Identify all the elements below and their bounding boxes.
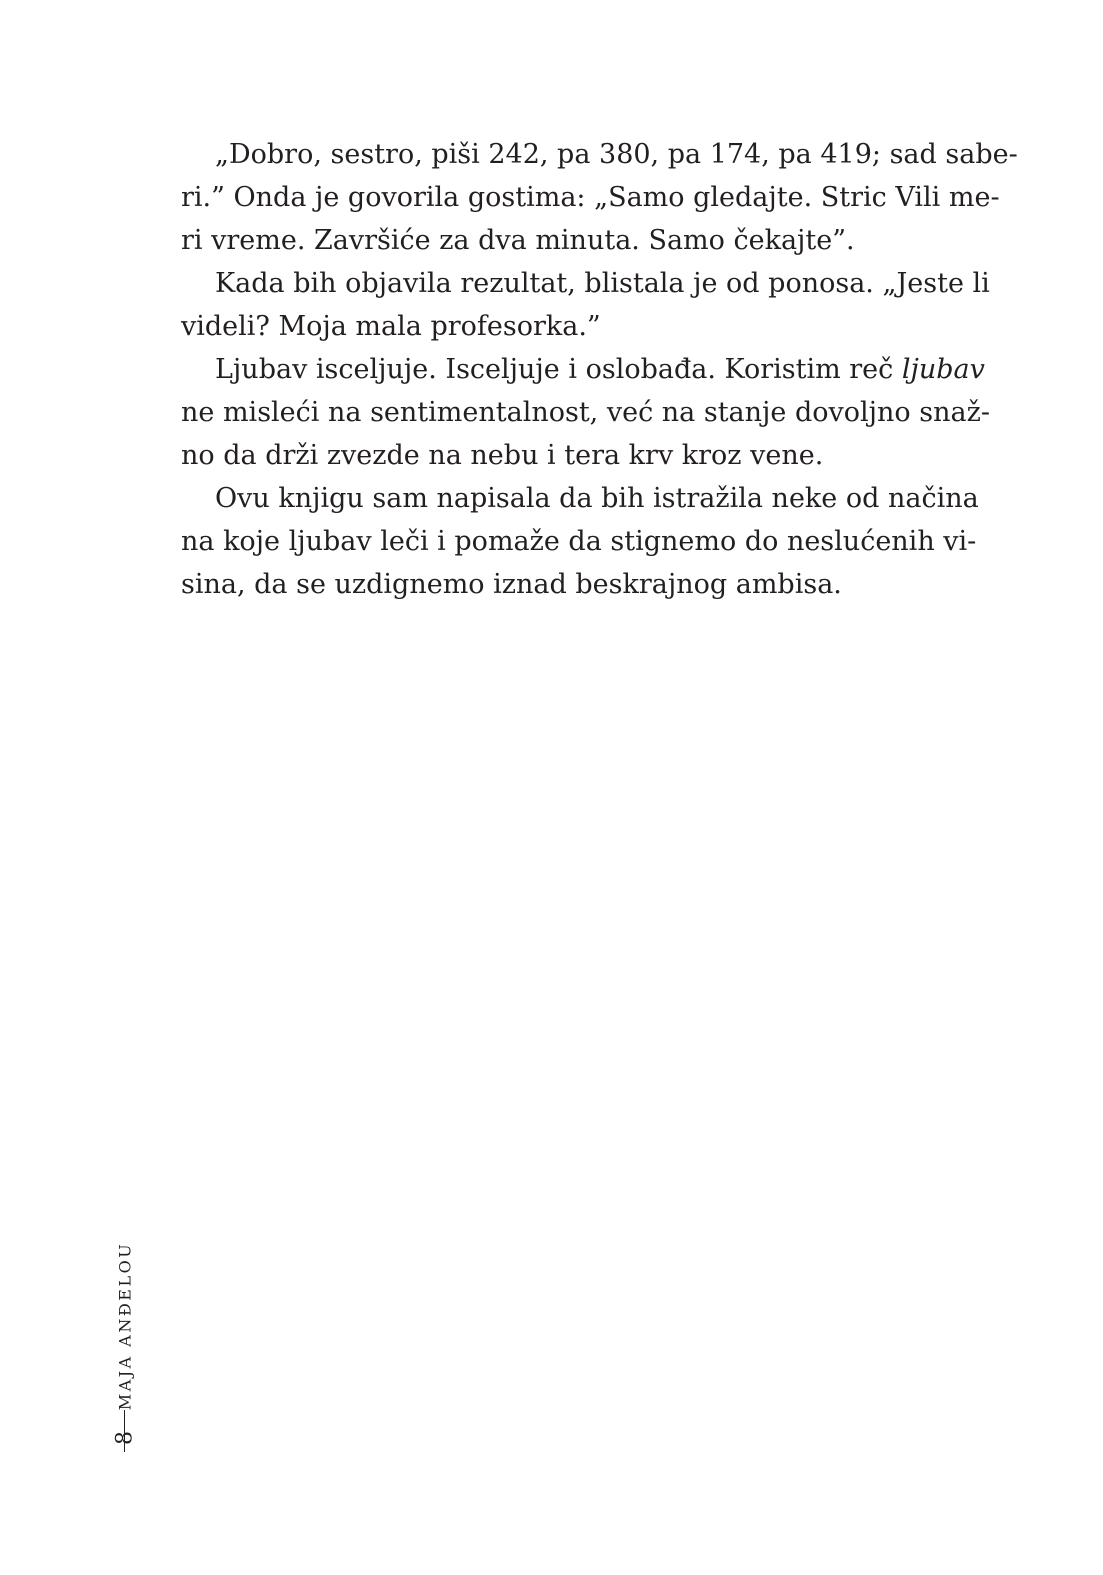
page-number-text: 8: [112, 1431, 138, 1445]
author-name: MAJA ANĐELOU: [115, 1241, 135, 1411]
text-line-6: [181, 348, 985, 391]
text-line-8: no da drži zvezde na nebu i tera krv kroz vene.: [181, 440, 824, 471]
text-line-11: sina, da se uzdignemo iznad beskrajnog ambisa.: [181, 569, 842, 600]
running-head-author: [110, 1240, 140, 1412]
page-number: [110, 1420, 140, 1456]
text-line-6-roman: Ljubav isceljuje. Isceljuje i oslobađa. Koristim reč: [215, 354, 902, 385]
text-line-10: na koje ljubav leči i pomaže da stignemo do neslućenih vi-: [181, 526, 977, 557]
text-line-6-italic: ljubav: [901, 354, 985, 385]
text-line-5: videli? Moja mala profesorka.”: [181, 311, 601, 342]
text-line-2: ri.” Onda je govorila gostima: „Samo gledajte. Stric Vili me-: [181, 182, 1000, 213]
text-line-4: Kada bih objavila rezultat, blistala je od ponosa. „Jeste li: [215, 268, 990, 299]
text-line-1: „Dobro, sestro, piši 242, pa 380, pa 174, pa 419; sad sabe-: [215, 139, 1018, 170]
text-line-3: ri vreme. Završiće za dva minuta. Samo čekajte”.: [181, 225, 855, 256]
body-text: [181, 133, 1018, 606]
text-line-9: Ovu knjigu sam napisala da bih istražila neke od načina: [215, 483, 979, 514]
running-foot: [110, 1240, 140, 1455]
text-line-7: ne misleći na sentimentalnost, već na stanje dovoljno snaž-: [181, 397, 990, 428]
